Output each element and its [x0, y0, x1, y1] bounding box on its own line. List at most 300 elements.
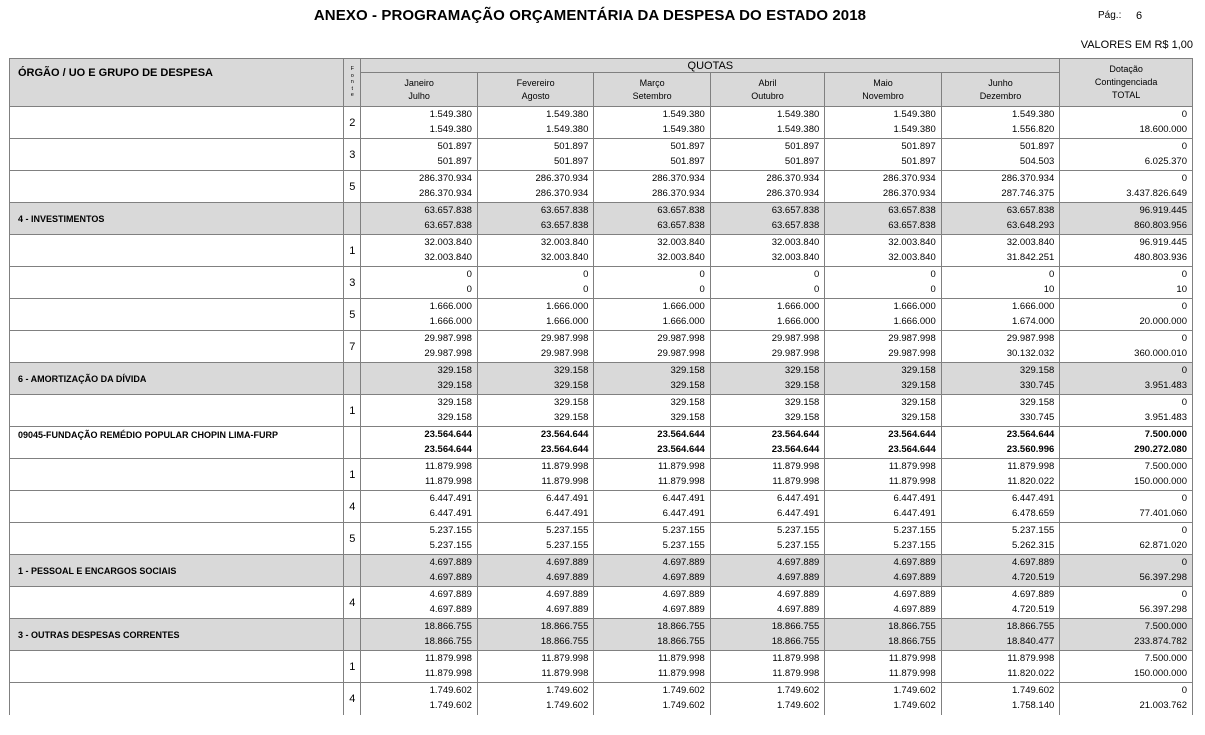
quota-cell [710, 331, 824, 363]
value-first-semester: 0 [1181, 557, 1187, 568]
value-first-semester: 29.987.998 [888, 333, 936, 344]
value-first-semester: 0 [1181, 173, 1187, 184]
quota-cell [477, 235, 593, 267]
dotacao-cell [1060, 235, 1193, 267]
row-label-empty [10, 139, 344, 171]
value-second-semester: 63.657.838 [771, 219, 820, 231]
value-first-semester: 18.866.755 [540, 621, 589, 632]
fonte-cell: 5 [344, 523, 361, 555]
quota-cell [825, 107, 941, 139]
value-second-semester: 329.158 [437, 411, 472, 423]
value-second-semester: 32.003.840 [771, 251, 820, 263]
value-second-semester: 23.564.644 [771, 443, 820, 455]
value-first-semester: 23.564.644 [540, 429, 589, 440]
quota-cell [710, 139, 824, 171]
column-header-dotacao: Dotação Contingenciada TOTAL [1060, 59, 1193, 107]
dotacao-cell [1060, 683, 1193, 715]
value-first-semester: 1.749.602 [662, 685, 705, 697]
value-second-semester: 480.803.936 [1134, 251, 1187, 263]
value-second-semester: 1.666.000 [662, 315, 705, 327]
quota-cell [594, 555, 710, 587]
value-second-semester: 29.987.998 [888, 347, 936, 359]
value-second-semester: 501.897 [784, 155, 820, 167]
table-body [10, 107, 1193, 715]
table-row [10, 267, 1193, 299]
value-second-semester: 1.666.000 [777, 315, 820, 327]
value-first-semester: 0 [466, 269, 472, 280]
value-first-semester: 29.987.998 [540, 333, 589, 344]
dotacao-cell [1060, 139, 1193, 171]
row-label: 09045-FUNDAÇÃO REMÉDIO POPULAR CHOPIN LIMA-FURP [10, 427, 344, 459]
value-second-semester: 4.697.889 [777, 603, 820, 615]
value-first-semester: 4.697.889 [429, 589, 472, 600]
value-first-semester: 4.697.889 [1012, 589, 1055, 600]
value-first-semester: 4.697.889 [429, 557, 472, 568]
value-first-semester: 1.666.000 [777, 301, 820, 312]
value-first-semester: 329.158 [554, 397, 589, 408]
quota-cell [710, 587, 824, 619]
value-first-semester: 4.697.889 [777, 557, 820, 568]
value-second-semester: 6.447.491 [662, 507, 705, 519]
value-second-semester: 6.478.659 [1012, 507, 1055, 519]
dotacao-cell [1060, 331, 1193, 363]
row-label-empty [10, 331, 344, 363]
value-second-semester: 4.697.889 [429, 571, 472, 583]
quota-cell [477, 363, 593, 395]
column-header-month-3: Março Setembro [594, 73, 710, 107]
fonte-cell [344, 203, 361, 235]
value-second-semester: 11.879.998 [772, 475, 820, 487]
row-label-empty [10, 395, 344, 427]
value-first-semester: 329.158 [1019, 397, 1055, 408]
value-first-semester: 286.370.934 [419, 173, 472, 184]
value-first-semester: 29.987.998 [1006, 333, 1055, 344]
quota-cell [710, 203, 824, 235]
quota-cell [825, 267, 941, 299]
value-first-semester: 32.003.840 [657, 237, 705, 248]
value-first-semester: 29.987.998 [424, 333, 472, 344]
value-second-semester: 1.749.602 [546, 699, 589, 711]
dotacao-cell [1060, 651, 1193, 683]
quota-cell [710, 363, 824, 395]
value-second-semester: 1.749.602 [777, 699, 820, 711]
dotacao-cell [1060, 267, 1193, 299]
value-second-semester: 501.897 [670, 155, 705, 167]
value-second-semester: 30.132.032 [1006, 347, 1055, 359]
value-second-semester: 1.749.602 [662, 699, 705, 711]
quota-cell [825, 459, 941, 491]
table-row [10, 203, 1193, 235]
value-first-semester: 0 [699, 269, 705, 280]
currency-note: VALORES EM R$ 1,00 [1080, 39, 1193, 51]
value-second-semester: 21.003.762 [1139, 699, 1187, 711]
quota-cell [941, 683, 1060, 715]
page-number: 6 [1136, 10, 1143, 22]
quota-cell [594, 395, 710, 427]
value-first-semester: 0 [1181, 365, 1187, 376]
table-row [10, 683, 1193, 715]
quota-cell [594, 235, 710, 267]
table-row [10, 299, 1193, 331]
value-first-semester: 329.158 [670, 365, 705, 376]
quota-cell [825, 139, 941, 171]
value-second-semester: 63.657.838 [888, 219, 936, 231]
value-first-semester: 5.237.155 [662, 525, 705, 536]
quota-cell [477, 555, 593, 587]
quota-cell [710, 235, 824, 267]
row-label: 1 - PESSOAL E ENCARGOS SOCIAIS [10, 555, 344, 587]
quota-cell [710, 299, 824, 331]
value-first-semester: 6.447.491 [662, 493, 705, 504]
value-second-semester: 0 [583, 283, 589, 295]
value-first-semester: 329.158 [554, 365, 589, 376]
value-first-semester: 11.879.998 [541, 653, 589, 664]
value-second-semester: 1.674.000 [1012, 315, 1055, 327]
quota-cell [825, 555, 941, 587]
column-header-orgao: ÓRGÃO / UO E GRUPO DE DESPESA [10, 59, 344, 107]
value-second-semester: 290.272.080 [1134, 443, 1187, 455]
quota-cell [825, 171, 941, 203]
value-first-semester: 501.897 [437, 141, 472, 152]
quota-cell [594, 683, 710, 715]
value-second-semester: 63.648.293 [1006, 219, 1055, 231]
quota-cell [361, 619, 477, 651]
quota-cell [825, 587, 941, 619]
value-first-semester: 329.158 [901, 365, 936, 376]
value-second-semester: 4.697.889 [662, 571, 705, 583]
fonte-cell [344, 619, 361, 651]
quota-cell [361, 555, 477, 587]
value-first-semester: 5.237.155 [1012, 525, 1055, 536]
value-second-semester: 6.447.491 [777, 507, 820, 519]
value-second-semester: 32.003.840 [540, 251, 589, 263]
column-header-fonte: F o n t e [344, 59, 361, 107]
value-second-semester: 63.657.838 [540, 219, 589, 231]
column-header-month-4: Abril Outubro [710, 73, 824, 107]
value-second-semester: 4.697.889 [893, 603, 936, 615]
value-second-semester: 4.697.889 [662, 603, 705, 615]
value-first-semester: 7.500.000 [1144, 429, 1187, 440]
quota-cell [941, 555, 1060, 587]
value-second-semester: 330.745 [1019, 379, 1055, 391]
quota-cell [361, 331, 477, 363]
dotacao-cell [1060, 107, 1193, 139]
quota-cell [825, 651, 941, 683]
quota-cell [594, 203, 710, 235]
value-first-semester: 11.879.998 [888, 653, 936, 664]
quota-cell [361, 235, 477, 267]
row-label-empty [10, 171, 344, 203]
value-second-semester: 286.370.934 [766, 187, 820, 199]
quota-cell [594, 139, 710, 171]
value-first-semester: 1.549.380 [662, 109, 705, 120]
value-second-semester: 77.401.060 [1139, 507, 1187, 519]
value-first-semester: 63.657.838 [540, 205, 589, 216]
quota-cell [477, 619, 593, 651]
quota-cell [825, 619, 941, 651]
value-second-semester: 1.549.380 [429, 123, 472, 135]
value-first-semester: 4.697.889 [546, 589, 589, 600]
quota-cell [941, 427, 1060, 459]
quota-cell [710, 107, 824, 139]
value-first-semester: 1.749.602 [1012, 685, 1055, 697]
value-first-semester: 4.697.889 [893, 557, 936, 568]
value-first-semester: 11.879.998 [657, 461, 705, 472]
quota-cell [710, 523, 824, 555]
value-second-semester: 1.749.602 [429, 699, 472, 711]
value-first-semester: 11.879.998 [541, 461, 589, 472]
value-second-semester: 5.237.155 [893, 539, 936, 551]
value-first-semester: 501.897 [901, 141, 936, 152]
value-first-semester: 0 [1181, 141, 1187, 152]
row-label-empty [10, 587, 344, 619]
value-first-semester: 1.666.000 [662, 301, 705, 312]
value-first-semester: 501.897 [554, 141, 589, 152]
quota-cell [594, 491, 710, 523]
value-first-semester: 329.158 [437, 397, 472, 408]
value-first-semester: 63.657.838 [657, 205, 705, 216]
quota-cell [594, 363, 710, 395]
fonte-cell [344, 427, 361, 459]
quota-cell [941, 587, 1060, 619]
value-second-semester: 5.237.155 [429, 539, 472, 551]
document-title: ANEXO - PROGRAMAÇÃO ORÇAMENTÁRIA DA DESPESA DO ESTADO 2018 [313, 7, 867, 24]
quota-cell [594, 267, 710, 299]
value-second-semester: 23.564.644 [657, 443, 705, 455]
budget-table [9, 58, 1193, 715]
quota-cell [825, 491, 941, 523]
row-label-empty [10, 459, 344, 491]
fonte-cell [344, 555, 361, 587]
value-first-semester: 286.370.934 [1001, 173, 1055, 184]
row-label-empty [10, 267, 344, 299]
value-first-semester: 29.987.998 [771, 333, 820, 344]
value-second-semester: 329.158 [901, 411, 936, 423]
value-second-semester: 11.879.998 [541, 667, 589, 679]
quota-cell [710, 395, 824, 427]
value-second-semester: 31.842.251 [1006, 251, 1055, 263]
quota-cell [594, 107, 710, 139]
value-first-semester: 0 [1181, 109, 1187, 120]
value-second-semester: 23.564.644 [540, 443, 589, 455]
quota-cell [825, 203, 941, 235]
value-second-semester: 287.746.375 [1001, 187, 1055, 199]
quota-cell [941, 107, 1060, 139]
value-second-semester: 150.000.000 [1134, 667, 1187, 679]
dotacao-cell [1060, 555, 1193, 587]
value-second-semester: 329.158 [784, 379, 820, 391]
quota-cell [941, 235, 1060, 267]
value-second-semester: 329.158 [554, 379, 589, 391]
table-row [10, 235, 1193, 267]
quota-cell [710, 459, 824, 491]
quota-cell [710, 619, 824, 651]
quota-cell [710, 491, 824, 523]
quota-cell [477, 491, 593, 523]
fonte-cell: 4 [344, 683, 361, 715]
row-label-empty [10, 235, 344, 267]
row-label-empty [10, 107, 344, 139]
value-second-semester: 1.549.380 [893, 123, 936, 135]
value-first-semester: 63.657.838 [771, 205, 820, 216]
dotacao-cell [1060, 363, 1193, 395]
value-first-semester: 32.003.840 [424, 237, 472, 248]
value-first-semester: 329.158 [901, 397, 936, 408]
quota-cell [941, 523, 1060, 555]
value-second-semester: 329.158 [784, 411, 820, 423]
value-second-semester: 501.897 [554, 155, 589, 167]
value-first-semester: 1.666.000 [893, 301, 936, 312]
quota-cell [825, 523, 941, 555]
quota-cell [477, 171, 593, 203]
value-second-semester: 329.158 [554, 411, 589, 423]
value-second-semester: 1.556.820 [1012, 123, 1055, 135]
value-second-semester: 329.158 [670, 411, 705, 423]
value-second-semester: 11.879.998 [425, 475, 472, 487]
quota-cell [361, 171, 477, 203]
value-first-semester: 11.879.998 [425, 461, 472, 472]
value-first-semester: 0 [1181, 301, 1187, 312]
quota-cell [594, 523, 710, 555]
value-second-semester: 11.879.998 [425, 667, 472, 679]
value-second-semester: 3.951.483 [1144, 411, 1187, 423]
value-first-semester: 4.697.889 [662, 557, 705, 568]
quota-cell [361, 523, 477, 555]
value-second-semester: 32.003.840 [888, 251, 936, 263]
table-row [10, 139, 1193, 171]
value-first-semester: 5.237.155 [429, 525, 472, 536]
quota-cell [941, 171, 1060, 203]
quota-cell [477, 331, 593, 363]
table-row [10, 587, 1193, 619]
value-second-semester: 0 [813, 283, 820, 295]
value-first-semester: 11.879.998 [772, 653, 820, 664]
value-first-semester: 32.003.840 [1006, 237, 1055, 248]
value-second-semester: 6.447.491 [893, 507, 936, 519]
value-first-semester: 23.564.644 [771, 429, 820, 440]
fonte-cell: 3 [344, 267, 361, 299]
quota-cell [477, 587, 593, 619]
quota-cell [361, 427, 477, 459]
fonte-cell: 1 [344, 395, 361, 427]
value-first-semester: 501.897 [670, 141, 705, 152]
quota-cell [941, 139, 1060, 171]
value-first-semester: 11.879.998 [1007, 461, 1055, 472]
quota-cell [710, 427, 824, 459]
value-first-semester: 32.003.840 [888, 237, 936, 248]
value-first-semester: 501.897 [784, 141, 820, 152]
fonte-cell: 1 [344, 651, 361, 683]
dotacao-cell [1060, 427, 1193, 459]
value-second-semester: 860.803.956 [1134, 219, 1187, 231]
quota-cell [825, 395, 941, 427]
quota-cell [941, 267, 1060, 299]
value-second-semester: 286.370.934 [651, 187, 705, 199]
value-first-semester: 4.697.889 [662, 589, 705, 600]
row-label-empty [10, 683, 344, 715]
quota-cell [825, 235, 941, 267]
value-first-semester: 286.370.934 [882, 173, 936, 184]
value-second-semester: 3.437.826.649 [1126, 187, 1187, 199]
value-second-semester: 5.237.155 [546, 539, 589, 551]
value-second-semester: 29.987.998 [771, 347, 820, 359]
value-second-semester: 233.874.782 [1134, 635, 1187, 647]
value-first-semester: 23.564.644 [424, 429, 472, 440]
value-first-semester: 11.879.998 [772, 461, 820, 472]
value-first-semester: 0 [1181, 493, 1187, 504]
value-second-semester: 6.447.491 [546, 507, 589, 519]
quota-cell [477, 139, 593, 171]
fonte-cell [344, 363, 361, 395]
value-first-semester: 18.866.755 [1006, 621, 1055, 632]
value-second-semester: 18.866.755 [424, 635, 472, 647]
quota-cell [710, 171, 824, 203]
value-first-semester: 7.500.000 [1144, 621, 1187, 632]
table-row [10, 619, 1193, 651]
value-first-semester: 286.370.934 [766, 173, 820, 184]
value-second-semester: 11.879.998 [888, 475, 936, 487]
table-row [10, 331, 1193, 363]
value-first-semester: 4.697.889 [546, 557, 589, 568]
value-second-semester: 1.549.380 [777, 123, 820, 135]
value-first-semester: 6.447.491 [1012, 493, 1055, 504]
dotacao-cell [1060, 523, 1193, 555]
value-second-semester: 1.549.380 [546, 123, 589, 135]
value-first-semester: 329.158 [784, 397, 820, 408]
quota-cell [825, 427, 941, 459]
value-second-semester: 32.003.840 [424, 251, 472, 263]
quota-cell [361, 107, 477, 139]
value-second-semester: 1.666.000 [546, 315, 589, 327]
quota-cell [477, 651, 593, 683]
quota-cell [361, 363, 477, 395]
value-first-semester: 7.500.000 [1144, 461, 1187, 472]
value-second-semester: 4.720.519 [1012, 603, 1055, 615]
quota-cell [941, 459, 1060, 491]
quota-cell [710, 651, 824, 683]
column-header-quotas: QUOTAS [361, 59, 1060, 73]
value-second-semester: 286.370.934 [535, 187, 589, 199]
dotacao-cell [1060, 171, 1193, 203]
value-second-semester: 1.666.000 [893, 315, 936, 327]
table-row [10, 171, 1193, 203]
value-second-semester: 11.879.998 [657, 475, 705, 487]
table-row [10, 107, 1193, 139]
quota-cell [477, 299, 593, 331]
value-second-semester: 18.866.755 [657, 635, 705, 647]
value-first-semester: 18.866.755 [771, 621, 820, 632]
quota-cell [361, 459, 477, 491]
value-second-semester: 11.879.998 [657, 667, 705, 679]
value-first-semester: 96.919.445 [1139, 205, 1187, 216]
fonte-cell: 5 [344, 299, 361, 331]
row-label: 4 - INVESTIMENTOS [10, 203, 344, 235]
value-first-semester: 0 [583, 269, 589, 280]
quota-cell [594, 619, 710, 651]
fonte-cell: 3 [344, 139, 361, 171]
value-second-semester: 150.000.000 [1134, 475, 1187, 487]
value-first-semester: 6.447.491 [893, 493, 936, 504]
value-first-semester: 0 [930, 269, 936, 280]
value-second-semester: 4.697.889 [777, 571, 820, 583]
value-first-semester: 0 [813, 269, 820, 280]
value-first-semester: 1.749.602 [777, 685, 820, 697]
quota-cell [594, 299, 710, 331]
value-second-semester: 63.657.838 [657, 219, 705, 231]
value-second-semester: 32.003.840 [657, 251, 705, 263]
value-second-semester: 11.879.998 [772, 667, 820, 679]
value-first-semester: 96.919.445 [1139, 237, 1187, 248]
